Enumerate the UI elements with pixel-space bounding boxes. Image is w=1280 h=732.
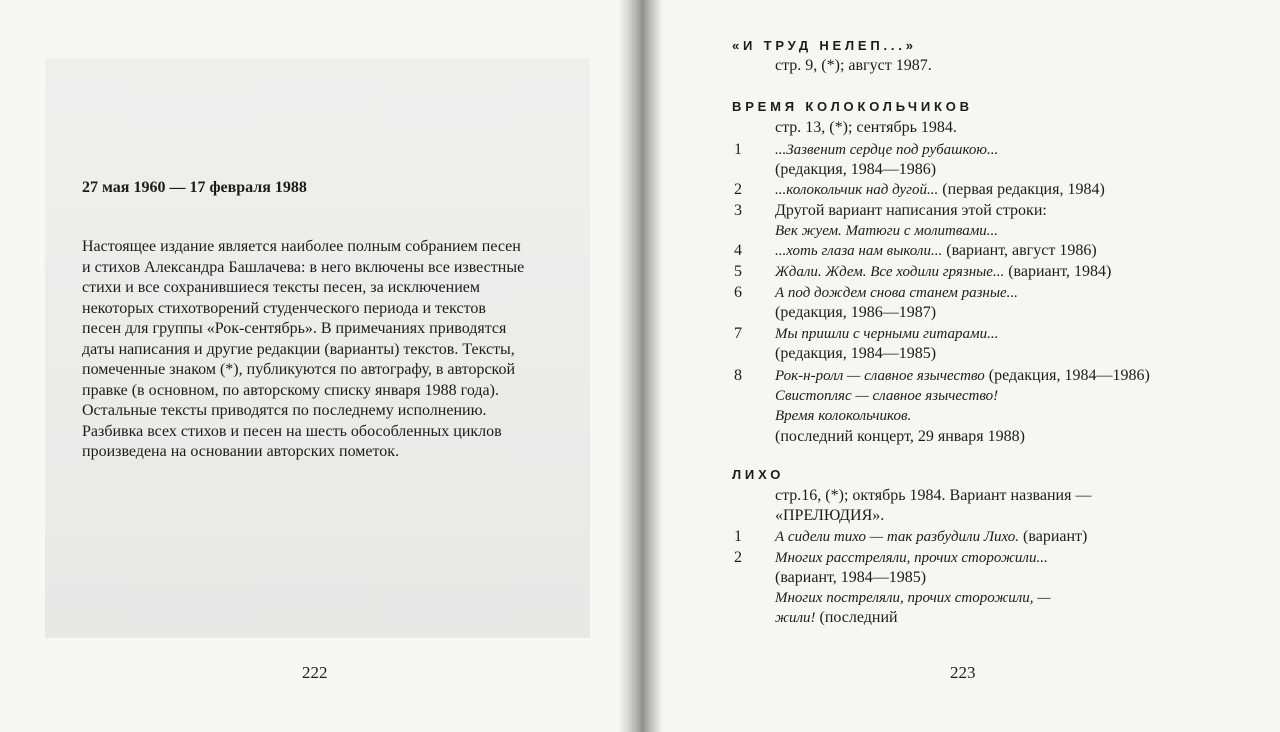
note-line <box>775 527 1087 547</box>
note-quote: А сидели тихо — так разбудили Лихо. <box>775 529 1020 545</box>
intro-line: помеченные знаком (*), публикуются по автографу, в авторской <box>82 361 516 378</box>
note-number: 7 <box>734 325 742 342</box>
note-quote: ...хоть глаза нам выколи... <box>775 243 943 259</box>
intro-line: правке (в основном, по авторскому списку января 1988 года). <box>82 381 499 399</box>
note-text: (редакция, 1984—1986) <box>775 161 937 178</box>
intro-line: Остальные тексты приводятся по последнему исполнению. <box>82 402 487 419</box>
note-text: (редакция, 1984—1985) <box>775 345 937 362</box>
section-title: ЛИХО <box>732 467 785 482</box>
note-number: 4 <box>734 242 742 259</box>
note-text: (последний концерт, 29 января 1988) <box>775 428 1025 445</box>
note-text: (вариант, 1984) <box>1004 263 1112 280</box>
note-text: (вариант) <box>1019 528 1088 545</box>
intro-line: стихи и все сохранившиеся тексты песен, за исключением <box>82 279 480 296</box>
note-quote: ...Зазвенит сердце под рубашкою... <box>775 142 999 158</box>
note-text: (вариант, август 1986) <box>942 242 1097 259</box>
note-quote: ...колокольчик над дугой... <box>775 182 939 198</box>
note-line <box>775 608 898 628</box>
page-number-left: 222 <box>302 663 328 682</box>
note-text: (первая редакция, 1984) <box>938 181 1105 198</box>
note-text: (редакция, 1986—1987) <box>775 304 937 321</box>
section-title: «И ТРУД НЕЛЕП...» <box>732 38 917 53</box>
note-quote: Многих постреляли, прочих сторожили, — <box>775 590 1051 606</box>
note-number: 1 <box>734 141 742 158</box>
note-text: (последний <box>815 609 898 626</box>
note-number: 2 <box>734 549 742 566</box>
note-line <box>775 262 1111 282</box>
note-line <box>775 180 1105 200</box>
note-quote: Век жуем. Матюги с молитвами... <box>775 223 999 239</box>
intro-line: Разбивка всех стихов и песен на шесть обособленных циклов <box>82 422 502 440</box>
section-info: стр.16, (*); октябрь 1984. Вариант названия — <box>775 487 1092 504</box>
book-gutter <box>618 0 662 732</box>
note-number: 8 <box>734 367 742 384</box>
note-quote: жили! <box>775 610 816 626</box>
intro-line: даты написания и другие редакции (варианты) текстов. Тексты, <box>82 340 515 358</box>
note-number: 3 <box>734 202 742 219</box>
intro-line: Настоящее издание является наиболее полным собранием песен <box>82 238 521 255</box>
note-text: (вариант, 1984—1985) <box>775 569 927 586</box>
intro-line: песен для группы «Рок-сентябрь». В примечаниях приводятся <box>82 320 507 337</box>
note-quote: Ждали. Ждем. Все ходили грязные... <box>775 264 1005 280</box>
section-title: ВРЕМЯ КОЛОКОЛЬЧИКОВ <box>732 99 973 114</box>
note-quote: Время колокольчиков. <box>775 408 912 424</box>
note-quote: Многих расстреляли, прочих сторожили... <box>775 550 1048 566</box>
section-info: стр. 13, (*); сентябрь 1984. <box>775 119 957 136</box>
note-quote: А под дождем снова станем разные... <box>775 285 1018 301</box>
note-text: Другой вариант написания этой строки: <box>775 202 1047 219</box>
page-number-right: 223 <box>950 663 976 682</box>
note-number: 1 <box>734 528 742 545</box>
note-quote: Свистопляс — славное язычество! <box>775 388 999 404</box>
note-quote: Мы пришли с черными гитарами... <box>775 326 999 342</box>
note-quote: Рок-н-ролл — славное язычество <box>775 368 985 384</box>
intro-line: и стихов Александра Башлачева: в него включены все известные <box>82 258 525 276</box>
note-text: (редакция, 1984—1986) <box>984 367 1150 384</box>
note-line <box>775 366 1150 386</box>
intro-line: некоторых стихотворений студенческого периода и текстов <box>82 299 486 317</box>
section-info: «ПРЕЛЮДИЯ». <box>775 507 885 524</box>
life-dates: 27 мая 1960 — 17 февраля 1988 <box>82 179 307 196</box>
note-line <box>775 241 1097 261</box>
intro-line: произведена на основании авторских пометок. <box>82 443 400 460</box>
note-number: 6 <box>734 284 742 301</box>
note-number: 2 <box>734 181 742 198</box>
note-number: 5 <box>734 263 742 280</box>
intro-paragraph <box>82 237 582 463</box>
section-info: стр. 9, (*); август 1987. <box>775 57 932 74</box>
